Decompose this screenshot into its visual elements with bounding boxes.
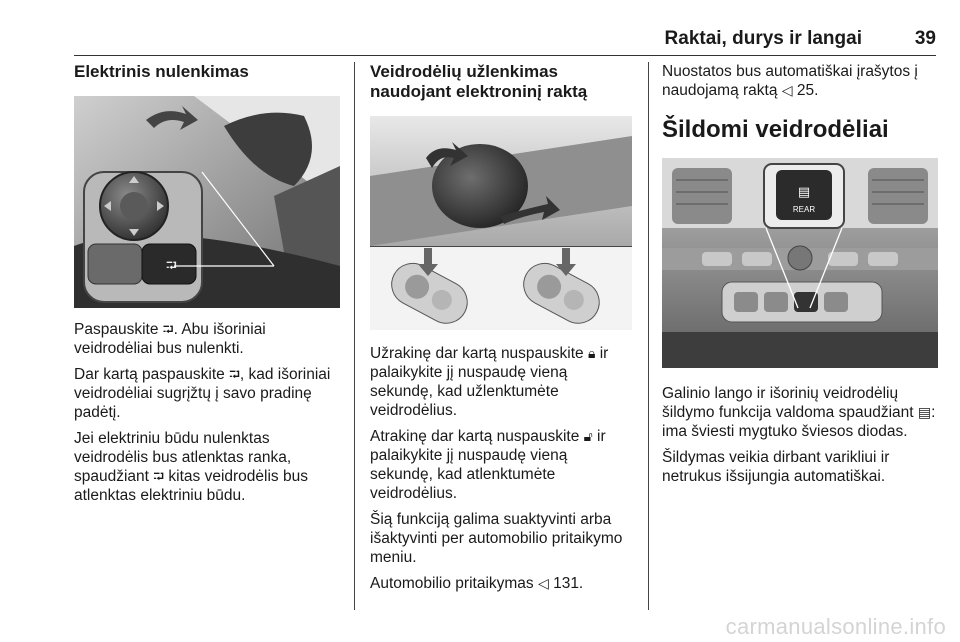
- paragraph-fold-manual: Jei elektriniu būdu nulenktas veidrodėlis bus atlenktas ranka, spaudžiant ⮒ kitas veidrodėlis bus atlenktas elektriniu būdu.: [74, 430, 308, 504]
- column-1: [74, 62, 342, 82]
- page-header-title: Raktai, durys ir langai: [664, 28, 862, 49]
- mirror-fold-icon: ⮒: [153, 468, 165, 484]
- page-number: 39: [914, 28, 936, 49]
- heading-key-folding-line2: naudojant elektroninį raktą: [370, 82, 588, 101]
- column-2: [370, 62, 634, 102]
- column-1-text: [74, 320, 342, 512]
- paragraph-personalization-ref: Automobilio pritaikymas ◁ 131.: [370, 575, 584, 592]
- unlock-icon: 🔓︎: [583, 428, 593, 444]
- column-divider-2: [648, 62, 649, 610]
- heading-key-folding-line1: Veidrodėlių užlenkimas: [370, 62, 559, 81]
- lock-icon: 🔒︎: [587, 345, 596, 361]
- rear-heat-icon: ▤: [917, 404, 932, 420]
- heading-heated-mirrors: Šildomi veidrodėliai: [662, 116, 889, 143]
- mirror-fold-icon: ⮒: [162, 321, 174, 337]
- paragraph-personalization: Šią funkciją galima suaktyvinti arba išaktyvinti per automobilio pritaikymo meniu.: [370, 511, 623, 566]
- rear-button-label: REAR: [792, 205, 816, 214]
- photo-mirror-control-switch: [74, 96, 340, 308]
- heat-button-icon: ▤: [797, 185, 811, 200]
- paragraph-fold-with-key: Užrakinę dar kartą nuspauskite 🔒︎ ir palaikykite jį nuspaudę vieną sekundę, kad užlenktumėte veidrodėlius.: [370, 345, 609, 419]
- page-reference-icon: ◁: [781, 82, 793, 98]
- paragraph-heating-operation: Šildymas veikia dirbant varikliui ir netrukus išsijungia automatiškai.: [662, 449, 890, 485]
- paragraph-fold-return: Dar kartą paspauskite ⮒, kad išoriniai veidrodėliai sugrįžtų į savo pradinę padėtį.: [74, 366, 331, 421]
- paragraph-unfold-with-key: Atrakinę dar kartą nuspauskite 🔓︎ ir palaikykite jį nuspaudę vieną sekundę, kad atlenktumėte veidrodėlius.: [370, 428, 606, 502]
- column-2-text: [370, 344, 634, 600]
- watermark-text: carmanualsonline.info: [725, 614, 946, 639]
- column-3-text: [662, 384, 938, 493]
- photo-mirror-and-keys: [370, 116, 632, 330]
- header-rule: [74, 55, 936, 56]
- column-3: [662, 62, 938, 144]
- heading-electric-folding: Elektrinis nulenkimas: [74, 62, 249, 81]
- photo-heated-mirror-button: [662, 158, 938, 368]
- column-divider-1: [354, 62, 355, 610]
- paragraph-settings-saved: Nuostatos bus automatiškai įrašytos į naudojamą raktą ◁ 25.: [662, 63, 918, 99]
- page-reference-icon: ◁: [537, 575, 549, 591]
- fold-button-icon: ⮒: [166, 258, 177, 274]
- paragraph-fold-press: Paspauskite ⮒. Abu išoriniai veidrodėliai bus nulenkti.: [74, 321, 266, 357]
- mirror-fold-icon: ⮒: [229, 366, 240, 382]
- paragraph-heated-mirror-control: Galinio lango ir išorinių veidrodėlių šildymo funkcija valdoma spaudžiant ▤: ima šviesti mygtuko šviesos diodas.: [662, 385, 936, 440]
